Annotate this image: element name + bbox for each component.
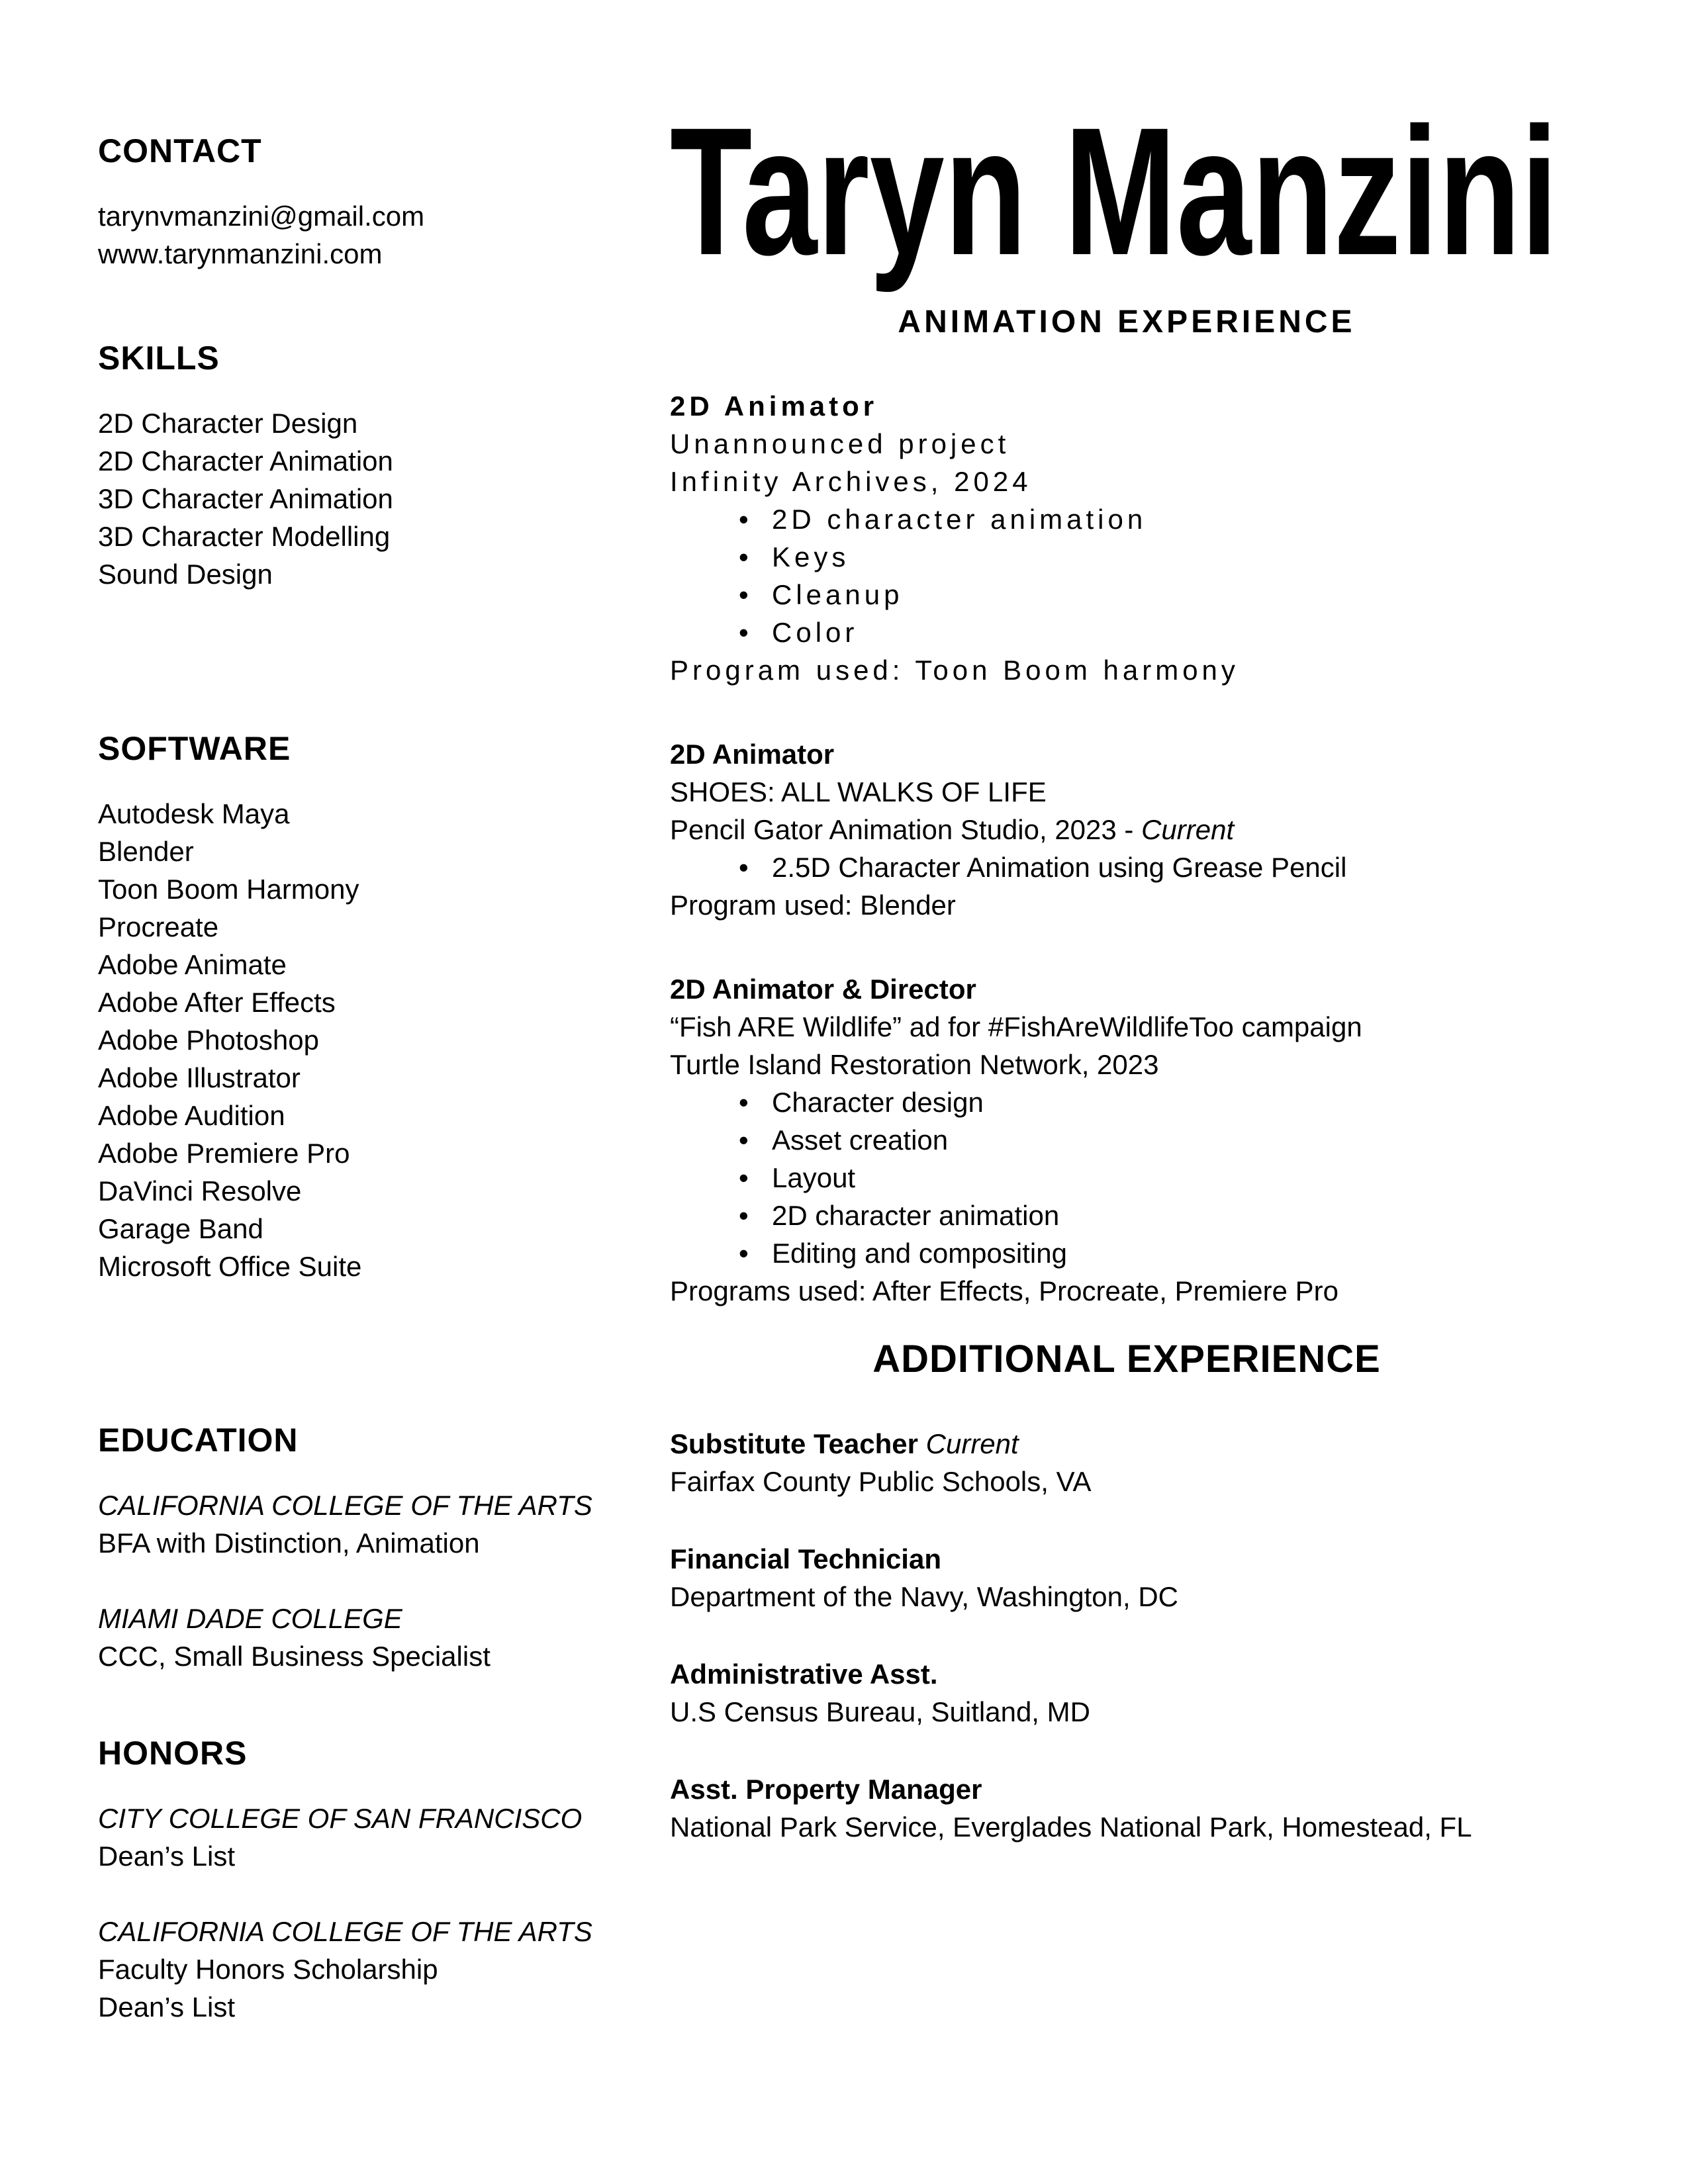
job-bullet: • Editing and compositing xyxy=(670,1234,1615,1272)
job-bullet: • Character design xyxy=(670,1083,1615,1121)
job-company: Infinity Archives, 2024 xyxy=(670,466,1032,497)
skill-item: 3D Character Modelling xyxy=(98,521,391,552)
job-entry-turtle-island xyxy=(670,970,1615,1310)
page-title: Taryn Manzini xyxy=(670,90,1558,293)
contact-website: www.tarynmanzini.com xyxy=(98,238,383,269)
skill-item: Sound Design xyxy=(98,559,273,590)
additional-experience-heading: ADDITIONAL EXPERIENCE xyxy=(872,1338,1381,1381)
software-item: Adobe Animate xyxy=(98,949,287,980)
main-column xyxy=(670,90,1615,1846)
job-project: SHOES: ALL WALKS OF LIFE xyxy=(670,776,1047,807)
job-bullet: • Layout xyxy=(670,1159,1615,1197)
job-org: National Park Service, Everglades National Park, Homestead, FL xyxy=(670,1811,1472,1843)
job-org: Fairfax County Public Schools, VA xyxy=(670,1466,1092,1497)
skills-list xyxy=(98,404,647,593)
job-programs-used: Program used: Blender xyxy=(670,889,956,921)
honors-detail: Faculty Honors Scholarship xyxy=(98,1954,438,1985)
education-detail: CCC, Small Business Specialist xyxy=(98,1641,491,1672)
contact-email: tarynvmanzini@gmail.com xyxy=(98,201,425,232)
education-entry xyxy=(98,1486,647,1562)
honors-section xyxy=(98,1735,647,2026)
software-item: DaVinci Resolve xyxy=(98,1175,302,1206)
job-bullet: • 2D character animation xyxy=(670,500,1615,538)
job-company-current: Current xyxy=(1141,814,1235,845)
job-role-current: Current xyxy=(917,1428,1019,1459)
additional-job-substitute-teacher xyxy=(670,1425,1615,1500)
additional-job-financial-technician xyxy=(670,1540,1615,1615)
job-bullet: • Cleanup xyxy=(670,576,1615,614)
skills-heading: SKILLS xyxy=(98,340,220,377)
software-item: Microsoft Office Suite xyxy=(98,1251,362,1282)
additional-job-administrative-asst xyxy=(670,1655,1615,1731)
software-section xyxy=(98,730,647,1285)
job-programs-used: Programs used: After Effects, Procreate, Premiere Pro xyxy=(670,1275,1338,1306)
honors-school: CITY COLLEGE OF SAN FRANCISCO xyxy=(98,1803,583,1834)
contact-heading: CONTACT xyxy=(98,132,262,169)
education-heading: EDUCATION xyxy=(98,1422,299,1459)
job-company: Pencil Gator Animation Studio, 2023 - Current xyxy=(670,814,1235,845)
job-role: Substitute Teacher Current xyxy=(670,1428,1019,1459)
job-bullet: • Keys xyxy=(670,538,1615,576)
software-item: Procreate xyxy=(98,911,219,942)
job-bullet: • Color xyxy=(670,614,1615,651)
software-item: Blender xyxy=(98,836,194,867)
skills-section xyxy=(98,340,647,593)
skill-item: 3D Character Animation xyxy=(98,483,393,514)
software-list xyxy=(98,795,647,1285)
job-org: U.S Census Bureau, Suitland, MD xyxy=(670,1696,1090,1727)
animation-experience-heading: ANIMATION EXPERIENCE xyxy=(898,304,1356,340)
software-item: Garage Band xyxy=(98,1213,263,1244)
job-bullet: • Asset creation xyxy=(670,1121,1615,1159)
job-role: Asst. Property Manager xyxy=(670,1774,982,1805)
honors-detail: Dean’s List xyxy=(98,1841,236,1872)
job-bullet-list xyxy=(670,500,1615,651)
software-item: Adobe After Effects xyxy=(98,987,336,1018)
education-school: CALIFORNIA COLLEGE OF THE ARTS xyxy=(98,1490,592,1521)
job-role: 2D Animator & Director xyxy=(670,974,976,1005)
honors-school: CALIFORNIA COLLEGE OF THE ARTS xyxy=(98,1916,592,1947)
job-entry-pencil-gator xyxy=(670,735,1615,924)
software-item: Toon Boom Harmony xyxy=(98,874,359,905)
software-heading: SOFTWARE xyxy=(98,730,291,767)
software-item: Adobe Photoshop xyxy=(98,1024,319,1056)
job-role: 2D Animator xyxy=(670,390,878,422)
job-entry-infinity-archives xyxy=(670,387,1615,689)
software-item: Autodesk Maya xyxy=(98,798,290,829)
honors-heading: HONORS xyxy=(98,1735,248,1772)
additional-job-asst-property-manager xyxy=(670,1770,1615,1846)
education-section xyxy=(98,1422,647,1675)
job-project: Unannounced project xyxy=(670,428,1010,459)
job-bullet: • 2D character animation xyxy=(670,1197,1615,1234)
software-item: Adobe Audition xyxy=(98,1100,285,1131)
job-role: Financial Technician xyxy=(670,1543,941,1574)
software-item: Adobe Premiere Pro xyxy=(98,1138,350,1169)
sidebar xyxy=(98,132,647,2026)
skill-item: 2D Character Animation xyxy=(98,445,393,477)
job-role: 2D Animator xyxy=(670,739,835,770)
job-org: Department of the Navy, Washington, DC xyxy=(670,1581,1178,1612)
job-role: Administrative Asst. xyxy=(670,1659,938,1690)
job-project: “Fish ARE Wildlife” ad for #FishAreWildlifeToo campaign xyxy=(670,1011,1362,1042)
honors-entry xyxy=(98,1799,647,1875)
contact-section xyxy=(98,132,647,273)
education-school: MIAMI DADE COLLEGE xyxy=(98,1603,402,1634)
job-bullet-list xyxy=(670,848,1615,886)
software-item: Adobe Illustrator xyxy=(98,1062,301,1093)
job-bullet-list xyxy=(670,1083,1615,1272)
education-detail: BFA with Distinction, Animation xyxy=(98,1527,480,1559)
job-bullet: • 2.5D Character Animation using Grease Pencil xyxy=(670,848,1615,886)
honors-detail: Dean’s List xyxy=(98,1991,236,2023)
skill-item: 2D Character Design xyxy=(98,408,358,439)
job-company: Turtle Island Restoration Network, 2023 xyxy=(670,1049,1159,1080)
job-programs-used: Program used: Toon Boom harmony xyxy=(670,655,1239,686)
education-entry xyxy=(98,1600,647,1675)
honors-entry xyxy=(98,1913,647,2026)
